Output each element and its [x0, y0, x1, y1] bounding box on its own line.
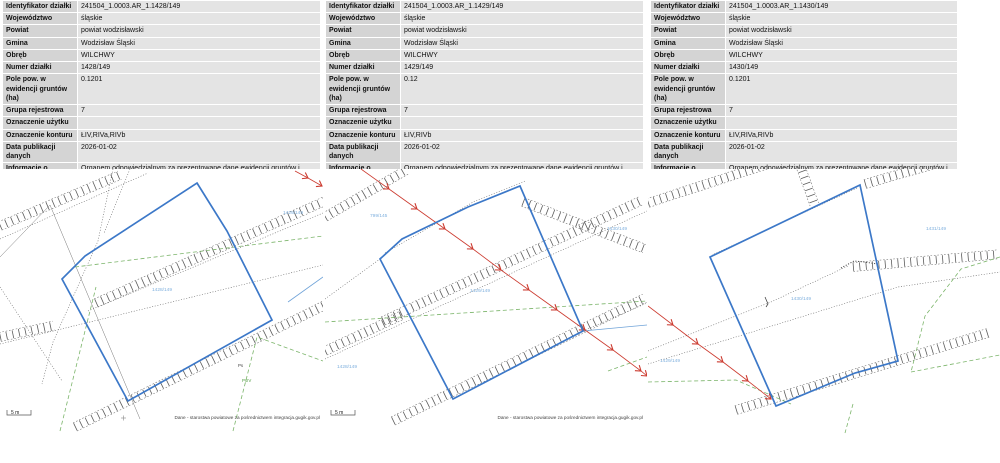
- row-label: Oznaczenie konturu: [326, 130, 400, 141]
- row-value: 2026-01-02: [401, 142, 643, 162]
- row-value: śląskie: [726, 13, 957, 24]
- table-row: [326, 142, 643, 162]
- map-attribution: Dane - starostwa powiatowe za pośrednictwem integracja.gugik.gov.pl: [497, 415, 643, 420]
- boundary-line: [0, 205, 50, 257]
- boundary-dotted-line: [325, 211, 647, 359]
- row-label: Gmina: [326, 38, 400, 49]
- table-row: [3, 50, 320, 61]
- neighbor-parcel-label: 1428/149: [337, 365, 358, 370]
- row-label: Powiat: [3, 25, 77, 36]
- boundary-dotted-line: [648, 266, 848, 351]
- row-value: śląskie: [401, 13, 643, 24]
- table-row: [3, 130, 320, 141]
- neighbor-parcel-edge: [288, 277, 323, 302]
- map-view-1430[interactable]: [648, 169, 1000, 463]
- row-value: ŁIV,RIVa,RIVb: [726, 130, 957, 141]
- row-label: Obręb: [651, 50, 725, 61]
- parcel-info-table-2: [325, 0, 644, 194]
- utility-line: [361, 169, 647, 376]
- table-row: [326, 62, 643, 73]
- row-label: Oznaczenie użytku: [3, 117, 77, 128]
- row-label: Grupa rejestrowa: [326, 105, 400, 116]
- table-row: [651, 62, 957, 73]
- row-value: Wodzisław Śląski: [726, 38, 957, 49]
- table-row: [326, 25, 643, 36]
- contour-dashed-line: [608, 357, 647, 371]
- row-value: 1430/149: [726, 62, 957, 73]
- row-value: 2026-01-02: [726, 142, 957, 162]
- table-row: [3, 13, 320, 24]
- ladder-band: [0, 171, 121, 230]
- map-attribution: Dane - starostwa powiatowe za pośrednictwem integracja.gugik.gov.pl: [174, 415, 320, 420]
- row-label: Numer działki: [326, 62, 400, 73]
- boundary-dotted-line: [104, 169, 130, 233]
- table-row: [3, 117, 320, 128]
- row-value: 7: [401, 105, 643, 116]
- row-label: Gmina: [3, 38, 77, 49]
- parcel-polygon-1430: [710, 185, 898, 406]
- row-label: Obręb: [326, 50, 400, 61]
- row-label: Grupa rejestrowa: [651, 105, 725, 116]
- contour-point-label: Ps: [238, 363, 244, 368]
- row-label: Identyfikator działki: [3, 1, 77, 12]
- table-row: [3, 74, 320, 104]
- row-value: Organem odpowiedzialnym za prezentowane dane ewidencji gruntów i budynków jest właściwy miejscowo starosta (art. 7d pkt 1 lit. a tiret pierwsze ustawy Prawo geodezyjne i kartograficzne): [726, 163, 957, 193]
- parcel-info-table-3: [650, 0, 958, 194]
- row-value: 2026-01-02: [78, 142, 320, 162]
- table-row: [651, 105, 957, 116]
- row-value: Wodzisław Śląski: [401, 38, 643, 49]
- row-label: Województwo: [3, 13, 77, 24]
- table-row: [3, 1, 320, 12]
- row-label: Informacje o pochodzeniu danych: [326, 163, 400, 193]
- scale-label: 5 m: [335, 410, 344, 416]
- row-value: 241504_1.0003.AR_1.1430/149: [726, 1, 957, 12]
- boundary-dotted-line: [583, 303, 647, 331]
- ladder-band: [796, 169, 819, 206]
- neighbor-parcel-label: 799/145: [370, 214, 388, 219]
- row-value: WILCHWY: [78, 50, 320, 61]
- row-label: Numer działki: [3, 62, 77, 73]
- parcel-label: 1428/149: [152, 288, 173, 293]
- row-label: Powiat: [326, 25, 400, 36]
- row-label: Informacje o pochodzeniu danych: [3, 163, 77, 193]
- table-row: [3, 105, 320, 116]
- row-value: [401, 117, 643, 128]
- table-row: [3, 142, 320, 162]
- table-row: [3, 62, 320, 73]
- row-value: powiat wodzisławski: [78, 25, 320, 36]
- row-value: 1428/149: [78, 62, 320, 73]
- row-value: 7: [726, 105, 957, 116]
- table-row: [326, 74, 643, 104]
- table-row: [3, 25, 320, 36]
- row-label: Powiat: [651, 25, 725, 36]
- table-row: [651, 50, 957, 61]
- row-label: Pole pow. w ewidencji gruntów (ha): [326, 74, 400, 104]
- contour-dashed-line: [845, 404, 853, 433]
- parcel-info-table-1: [2, 0, 321, 194]
- contour-dashed-line: [911, 257, 1000, 372]
- ladder-band: [648, 169, 778, 207]
- scale-bar: [7, 410, 31, 416]
- boundary-dotted-line: [325, 259, 380, 299]
- row-value: Organem odpowiedzialnym za prezentowane dane ewidencji gruntów i budynków jest właściwy miejscowo starosta (art. 7d pkt 1 lit. a tiret pierwsze ustawy Prawo geodezyjne i kartograficzne).: [78, 163, 320, 193]
- map-view-1428[interactable]: [0, 169, 323, 433]
- scale-bar: [331, 410, 355, 416]
- table-row: [651, 1, 957, 12]
- row-value: ŁIV,RIVa,RIVb: [78, 130, 320, 141]
- row-label: Oznaczenie użytku: [326, 117, 400, 128]
- row-value: [78, 117, 320, 128]
- row-label: Obręb: [3, 50, 77, 61]
- boundary-line: [50, 205, 140, 419]
- row-label: Identyfikator działki: [651, 1, 725, 12]
- row-value: ŁIV,RIVb: [401, 130, 643, 141]
- row-value: 241504_1.0003.AR_1.1429/149: [401, 1, 643, 12]
- row-label: Oznaczenie konturu: [651, 130, 725, 141]
- row-label: Pole pow. w ewidencji gruntów (ha): [651, 74, 725, 104]
- table-row: [326, 13, 643, 24]
- row-value: 1429/149: [401, 62, 643, 73]
- parcel-label: 1429/149: [470, 289, 491, 294]
- boundary-dotted-line: [0, 287, 62, 381]
- ladder-band: [521, 198, 646, 253]
- table-row: [651, 25, 957, 36]
- ladder-band: [73, 296, 323, 431]
- ladder-band: [381, 196, 643, 325]
- scale-label: 5 m: [11, 410, 20, 416]
- boundary-dotted-line: [648, 272, 1000, 364]
- row-label: Data publikacji danych: [326, 142, 400, 162]
- bench-mark: [765, 297, 768, 307]
- neighbor-parcel-label: 1431/149: [926, 227, 947, 232]
- row-label: Oznaczenie użytku: [651, 117, 725, 128]
- table-row: [651, 74, 957, 104]
- row-value: 0.1201: [78, 74, 320, 104]
- row-label: Pole pow. w ewidencji gruntów (ha): [3, 74, 77, 104]
- parcel-label: 1430/149: [791, 297, 812, 302]
- table-row: [651, 142, 957, 162]
- map-view-1429[interactable]: [325, 169, 647, 433]
- neighbor-parcel-label: 1429/149: [660, 359, 681, 364]
- row-value: powiat wodzisławski: [401, 25, 643, 36]
- table-row: [651, 130, 957, 141]
- table-row: [326, 38, 643, 49]
- contour-dashed-line: [911, 355, 1000, 372]
- row-label: Gmina: [651, 38, 725, 49]
- row-value: 241504_1.0003.AR_1.1428/149: [78, 1, 320, 12]
- table-row: [651, 117, 957, 128]
- row-value: [726, 117, 957, 128]
- row-label: Data publikacji danych: [3, 142, 77, 162]
- table-row: [3, 38, 320, 49]
- row-label: Oznaczenie konturu: [3, 130, 77, 141]
- row-label: Numer działki: [651, 62, 725, 73]
- row-label: Grupa rejestrowa: [3, 105, 77, 116]
- table-row: [651, 13, 957, 24]
- neighbor-parcel-edge: [583, 325, 647, 331]
- row-label: Data publikacji danych: [651, 142, 725, 162]
- table-row: [326, 1, 643, 12]
- table-row: [651, 38, 957, 49]
- row-label: Województwo: [651, 13, 725, 24]
- table-row: [326, 50, 643, 61]
- contour-dashed-line: [75, 236, 323, 267]
- row-value: 0.1201: [726, 74, 957, 104]
- table-row: [326, 117, 643, 128]
- table-row: [326, 105, 643, 116]
- table-row: [326, 130, 643, 141]
- row-value: WILCHWY: [401, 50, 643, 61]
- contour-dashed-line: [325, 301, 647, 322]
- neighbor-parcel-label: 1429/149: [283, 211, 304, 216]
- row-value: śląskie: [78, 13, 320, 24]
- contour-label: PsIV: [242, 378, 252, 383]
- row-label: Województwo: [326, 13, 400, 24]
- row-value: 0.12: [401, 74, 643, 104]
- survey-cross: [121, 416, 126, 421]
- neighbor-parcel-label: 1430/149: [607, 227, 628, 232]
- row-value: Wodzisław Śląski: [78, 38, 320, 49]
- row-value: WILCHWY: [726, 50, 957, 61]
- utility-line: [295, 171, 322, 186]
- ladder-band: [864, 169, 934, 188]
- row-label: Informacje o pochodzeniu danych: [651, 163, 725, 193]
- ladder-band: [0, 321, 55, 341]
- row-value: powiat wodzisławski: [726, 25, 957, 36]
- row-value: Organem odpowiedzialnym za prezentowane dane ewidencji gruntów i budynków jest właściwy miejscowo starosta (art. 7d pkt 1 lit. a tiret pierwsze ustawy Prawo geodezyjne i kartograficzne).: [401, 163, 643, 193]
- ladder-band: [391, 294, 647, 425]
- boundary-dotted-line: [88, 213, 323, 311]
- row-value: 7: [78, 105, 320, 116]
- row-label: Identyfikator działki: [326, 1, 400, 12]
